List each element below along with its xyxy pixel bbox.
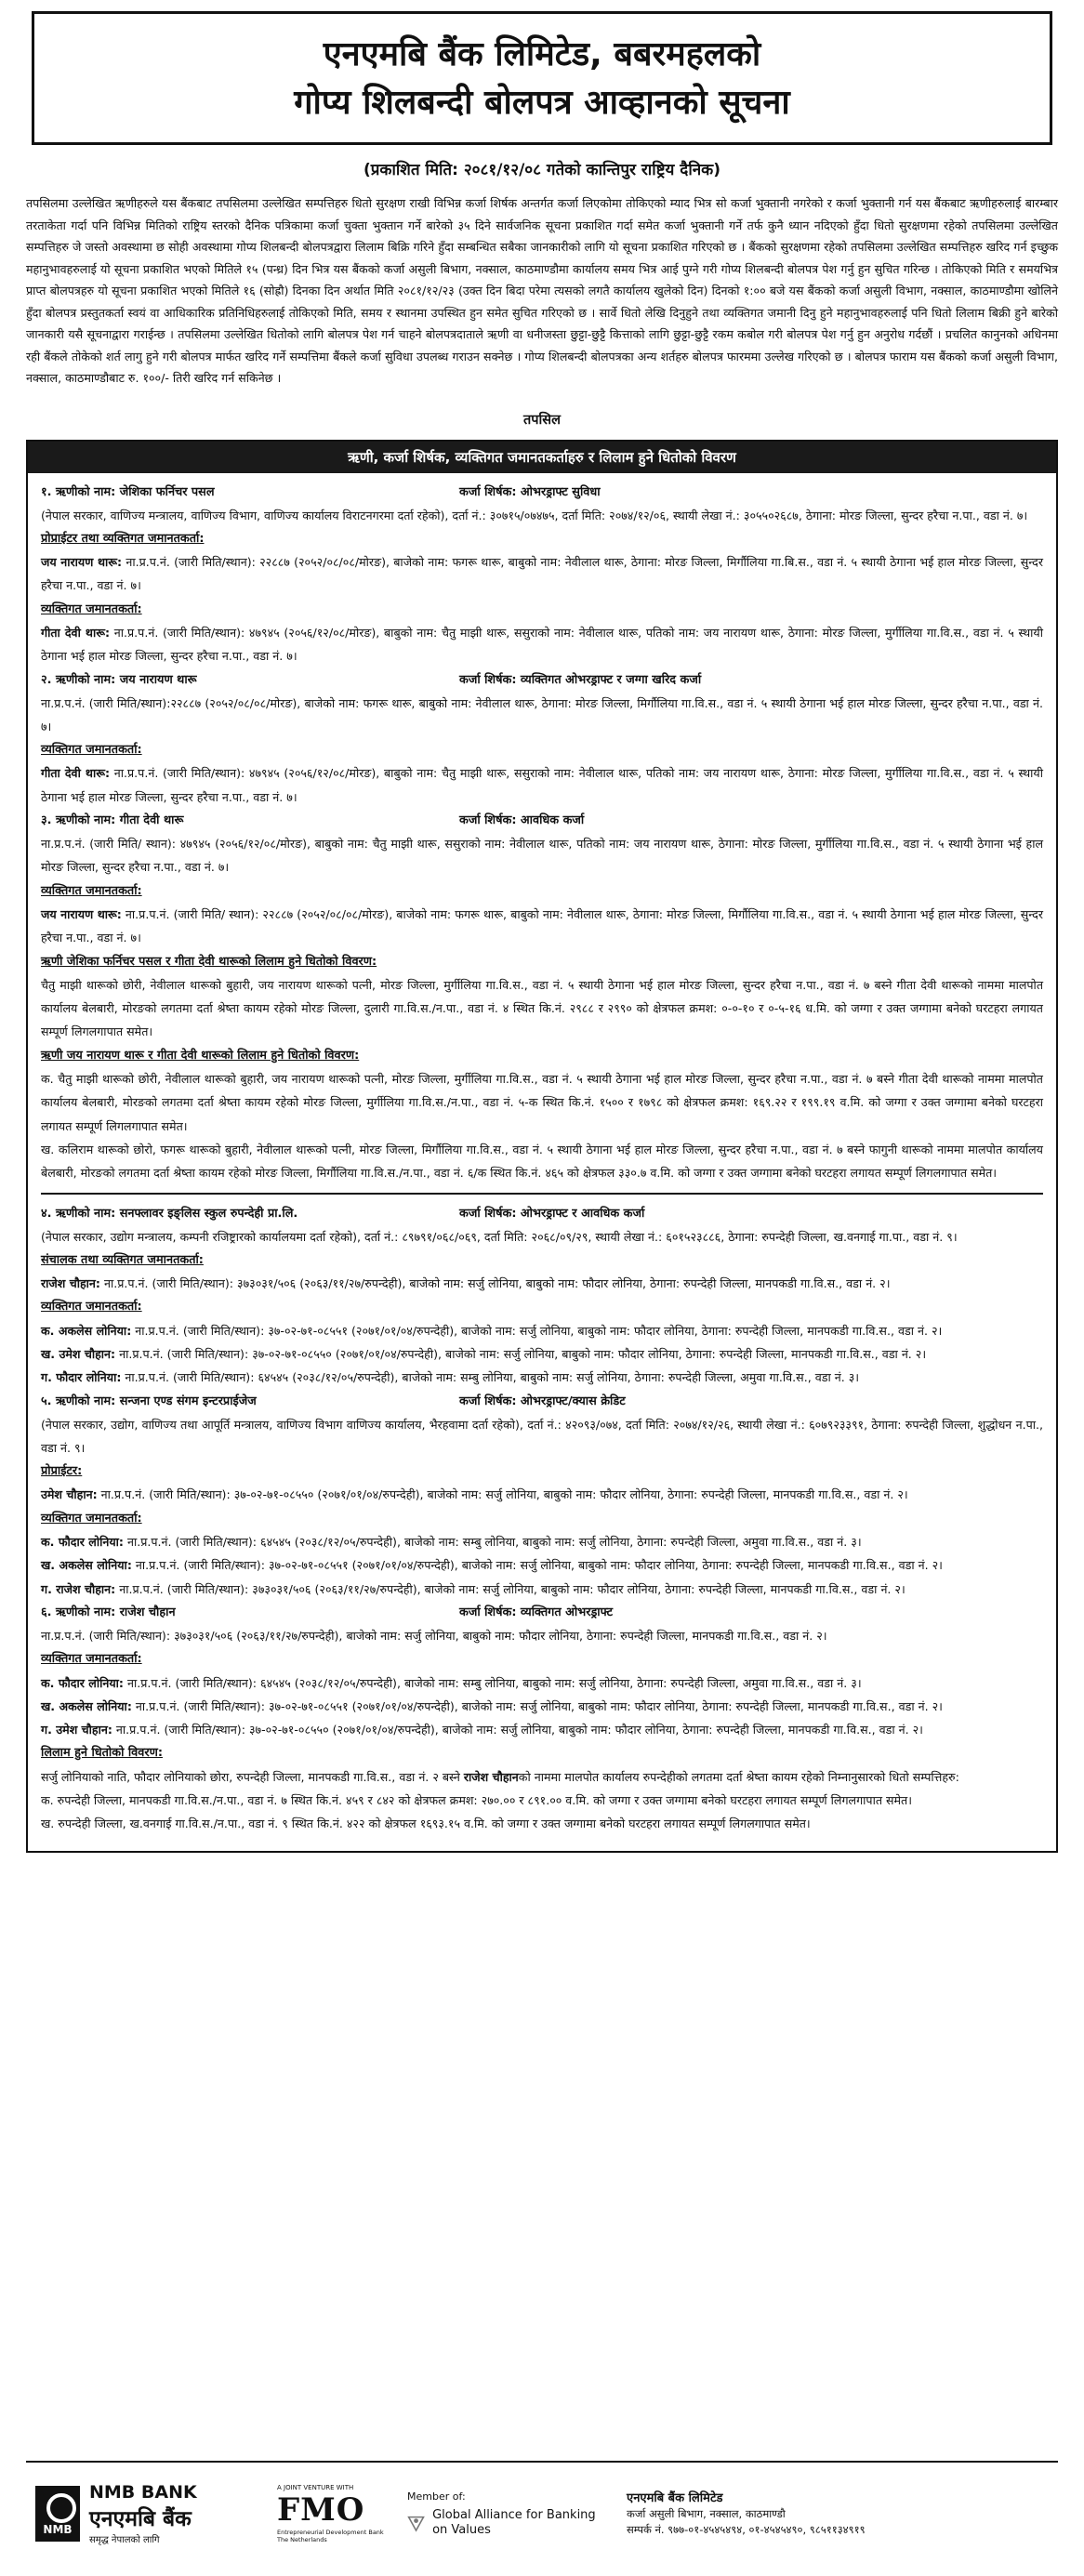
guarantor-name: क. फौदार लोनिया: <box>41 1675 124 1690</box>
borrower-1-proprietor-heading: प्रोप्राईटर तथा व्यक्तिगत जमानतकर्ता: <box>41 531 205 546</box>
borrower-5-name: ५. ऋणीको नाम: सन्जना एण्ड संगम इन्टरप्राईजेज <box>41 1394 257 1408</box>
collateral-2-item-kha: ख. कलिराम थारूको छोरो, फगरू थारूको बुहारी, नेवीलाल थारूको पत्नी, मोरङ जिल्ला, मिर्गौलिया गा.वि.स., वडा नं. ५ स्थायी ठेगाना भई हाल मोरङ जिल्ला, सुन्दर हरैचा न.पा., वडा नं. ७ बस्ने फागुनी थारूको नाममा मालपोत कार्यालय बेलबारी, मोरङको लगतमा दर्ता श्रेष्ता कायम रहेको मोरङ जिल्ला, मिर्गौलिया गा.वि.स./न.पा., वडा नं. ६/क स्थित कि.नं. ४६५ को क्षेत्रफल ३३०.७ व.मि. को जग्गा र उक्त जग्गामा बनेको घरटहरा लगायत सम्पूर्ण लिगलगापात समेत। <box>41 1142 1043 1181</box>
borrower-4-director <box>41 1272 1043 1295</box>
borrower-3-guarantor-heading: व्यक्तिगत जमानतकर्ता: <box>41 883 142 898</box>
collateral-3-item-kha: ख. रुपन्देही जिल्ला, ख.वनगाई गा.वि.स./न.पा., वडा नं. ९ स्थित कि.नं. ४२२ को क्षेत्रफल १६९३.१५ व.मि. को जग्गा र उक्त जग्गामा बनेको घरटहरा लगायत सम्पूर्ण लिगलगापात समेत। <box>41 1816 811 1831</box>
nmb-tagline: समृद्ध नेपालको लागि <box>89 2535 160 2545</box>
borrower-6-loan-title: कर्जा शिर्षक: व्यक्तिगत ओभरड्राफ्ट <box>459 1605 614 1619</box>
borrower-group-2 <box>41 1202 1043 1843</box>
guarantor-details: ना.प्र.प.नं. (जारी मिति/स्थान): ३७-०२-७१-०८५५१ (२०७१/०१/०४/रुपन्देही), बाजेको नाम: सर्जु लोनिया, बाबुको नाम: फौदार लोनिया, ठेगाना: रुपन्देही जिल्ला, मानपकडी गा.वि.स., वडा नं. २। <box>131 1558 943 1573</box>
borrower-2-details: ना.प्र.प.नं. (जारी मिति/स्थान):२२८८७ (२०५२/०८/०८/मोरङ), बाजेको नाम: फगरू थारू, बाबुको नाम: नेवीलाल थारू, ठेगाना: मोरङ जिल्ला, मिर्गौलिया गा.वि.स., वडा नं. ५ स्थायी ठेगाना भई हाल मोरङ जिल्ला, सुन्दर हरैचा न.पा., वडा नं. ७। <box>41 695 1043 733</box>
borrower-6-details: ना.प्र.प.नं. (जारी मिति/स्थान): ३७३०३१/५०६ (२०६३/११/२७/रुपन्देही), बाजेको नाम: सर्जु लोनिया, बाबुको नाम: फौदार लोनिया, ठेगाना: रुपन्देही जिल्ला, मानपकडी गा.वि.स., वडा नं. २। <box>41 1628 827 1643</box>
collateral-3-owner-name: राजेश चौहान <box>463 1769 519 1784</box>
nmb-name-np: एनएमबि बैंक <box>89 2507 192 2531</box>
borrower-4-name: ४. ऋणीको नाम: सनफ्लावर इङ्लिस स्कुल रुपन्देही प्रा.लि. <box>41 1206 298 1221</box>
borrower-6-name: ६. ऋणीको नाम: राजेश चौहान <box>41 1605 176 1619</box>
collateral-1-details: चैतु माझी थारूको छोरी, नेवीलाल थारूको बुहारी, जय नारायण थारूको पत्नी, मोरङ जिल्ला, मुर्गीलिया गा.वि.स., वडा नं. ५ स्थायी ठेगाना भई हाल मोरङ जिल्ला, सुन्दर हरैचा न.पा., वडा नं. ७ बस्ने गीता देवी थारूको नाममा मालपोत कार्यालय बेलबारी, मोरङको लगतमा दर्ता श्रेष्ता कायम रहेको मोरङ जिल्ला, दुलारी गा.वि.स./न.पा., वडा नं. ४ स्थित कि.नं. २९८८ र २९९० को क्षेत्रफल क्रमश: ०-०-१० र ०-५-१६ ध.मि. को जग्गा र उक्त जग्गामा बनेको घरटहरा लगायत सम्पूर्ण लिगलगापात समेत। <box>41 977 1043 1039</box>
borrower-1-name: १. ऋणीको नाम: जेशिका फर्निचर पसल <box>41 484 215 499</box>
tapasil-heading: तपसिल <box>523 412 561 428</box>
borrower-1-guarantor-heading: व्यक्तिगत जमानतकर्ता: <box>41 601 142 616</box>
notice-title-line2: गोप्य शिलबन्दी बोलपत्र आव्हानको सूचना <box>294 84 790 122</box>
guarantor-details: ना.प्र.प.नं. (जारी मिति/स्थान): ३७-०२-७१-०८५५० (२०७१/०१/०४/रुपन्देही), बाजेको नाम: सर्जु लोनिया, बाबुको नाम: फौदार लोनिया, ठेगाना: रुपन्देही जिल्ला, मानपकडी गा.वि.स., वडा नं. २। <box>115 1347 927 1361</box>
details-body <box>28 473 1056 1851</box>
notice-title-box <box>32 11 1052 145</box>
borrower-group-1 <box>41 481 1043 1195</box>
collateral-2-heading: ऋणी जय नारायण थारू र गीता देवी थारूको लिलाम हुने धितोको विवरण: <box>41 1048 360 1063</box>
borrower-4-loan-title: कर्जा शिर्षक: ओभरड्राफ्ट र आवधिक कर्जा <box>459 1206 645 1221</box>
borrower-3-loan-title: कर्जा शिर्षक: आवधिक कर्जा <box>459 813 585 828</box>
intro-paragraph: तपसिलमा उल्लेखित ऋणीहरुले यस बैंकबाट तपसिलमा उल्लेखित सम्पत्तिहरु धितो सुरक्षण राखी विभिन्न कर्जा शिर्षक अन्तर्गत कर्जा लिएकोमा तोकिएको म्याद भित्र सो कर्जा भुक्तानी नगरेको र कर्जा भुक्तानी गर्न यस बैंकबाट ऋणीहरुलाई बारम्बार तरताकेता गर्दा पनि विभिन्न मितिको राष्ट्रिय स्तरको दैनिक पत्रिकामा कर्जा चुक्ता भुक्तान गर्ने बारेको ३५ दिने सार्वजनिक सूचना प्रकाशित गर्दा समेत कर्जा भुक्तानी गर्ने तर्फ कुनै ध्यान नदिएको हुँदा धितो सुरक्षणमा रहेको तपसिलमा उल्लेखित सम्पत्तिहरु जे जस्तो अवस्थामा छ सोही अवस्थामा गोप्य शिलबन्दी बोलपत्रद्वारा लिलाम बिक्रि गरिने हुँदा सम्बन्धित सबैका जानकारीको लागि यो सूचना प्रकाशित गरिएको छ । बैंकको सुरक्षणमा रहेको तपसिलमा उल्लेखित सम्पत्तिहरु खरिद गर्न इच्छुक महानुभावहरुलाई यो सूचना प्रकाशित भएको मितिले १५ (पन्ध्र) दिन भित्र यस बैंकको कर्जा असुली बिभाग, नक्साल, काठमाण्डौमा कार्यालय समय भित्र आई पुग्ने गरी गोप्य शिलबन्दी बोलपत्र पेश गर्नु हुन सुचित गरिन्छ । तोकिएको मिति र समयभित्र प्राप्त बोलपत्रहरु यो सूचना प्रकाशित भएको मितिले १६ (सोह्रौ) दिनका दिन अर्थात मिति २०८१/१२/२३ (उक्त दिन बिदा परेमा त्यसको लगतै कार्यालय खुलेको दिन) दिनको १:०० बजे यस बैंकको कर्जा असुली विभाग, नक्साल, काठमाण्डौमा खोलिने हुँदा बोलपत्र प्रस्तुतकर्ता स्वयं वा आधिकारिक प्रतिनिधिहरुलाई तोकिएको मिति, समय र स्थानमा उपस्थित हुन समेत सुचित गरिएको छ । सार्वे धितो लेखि दिनुहुने तथा व्यक्तिगत जमानी दिनु हुने महानुभावहरुलाई पनि धितो लिलाम बिक्री हुने बारेको जानकारी यसै सूचनाद्वारा गराईन्छ । तपसिलमा उल्लेखित धितोको लागि बोलपत्र पेश गर्न चाहने बोलपत्रदाताले ऋणी वा धनीजस्ता छुट्टा-छुट्टै कित्ताको लागि छुट्टा-छुट्टै रकम कबोल गरी बोलपत्र पेश गर्नु हुन अनुरोध गर्दछौं । प्रचलित कानुनको अधिनमा रही बैंकले तोकेको शर्त लागु हुने गरी बोलपत्र मार्फत खरिद गर्ने सम्पत्तिमा बैंकले कर्जा सुविधा उपलब्ध गराउन सक्नेछ । गोप्य शिलबन्दी बोलपत्रका अन्य शर्तहरु बोलपत्र फारममा उल्लेख गरिएको छ । बोलपत्र फाराम यस बैंकको कर्जा असुली विभाग, नक्साल, काठमाण्डौबाट रु. १००/- तिरी खरिद गर्न सकिनेछ । <box>26 196 1058 385</box>
nmb-brand <box>35 2482 268 2545</box>
collateral-1-heading: ऋणी जेशिका फर्निचर पसल र गीता देवी थारूको लिलाम हुने धितोको विवरण: <box>41 954 377 969</box>
guarantor-details: ना.प्र.प.नं. (जारी मिति/स्थान): ३७३०३१/५०६ (२०६३/११/२७/रुपन्देही), बाजेको नाम: सर्जु लोनिया, बाबुको नाम: फौदार लोनिया, ठेगाना: रुपन्देही जिल्ला, मानपकडी गा.वि.स., वडा नं. २। <box>115 1581 906 1596</box>
guarantor-name: ख. अकलेस लोनिया: <box>41 1698 132 1713</box>
guarantor-details: ना.प्र.प.नं. (जारी मिति/स्थान): ६४५४५ (२०३८/१२/०५/रुपन्देही), बाजेको नाम: सम्बु लोनिया, बाबुको नाम: सर्जु लोनिया, ठेगाना: रुपन्देही जिल्ला, अमुवा गा.वि.स., वडा नं. ३। <box>123 1675 862 1690</box>
footer <box>26 2461 1058 2565</box>
guarantor-details: ना.प्र.प.नं. (जारी मिति/स्थान): ६४५४५ (२०३८/१२/०५/रुपन्देही), बाजेको नाम: सम्बु लोनिया, बाबुको नाम: सर्जु लोनिया, ठेगाना: रुपन्देही जिल्ला, अमुवा गा.वि.स., वडा नं. ३। <box>123 1535 862 1550</box>
borrower-5-guarantor-ga <box>41 1578 1043 1601</box>
borrower-6-guarantor-ka <box>41 1671 1043 1695</box>
details-box <box>26 440 1058 1853</box>
guarantor-details: ना.प्र.प.नं. (जारी मिति/स्थान): ३७-०२-७१-०८५५१ (२०७१/०१/०४/रुपन्देही), बाजेको नाम: सर्जु लोनिया, बाबुको नाम: फौदार लोनिया, ठेगाना: रुपन्देही जिल्ला, मानपकडी गा.वि.स., वडा नं. २। <box>131 1323 943 1338</box>
guarantor-name: ख. अकलेस लोनिया: <box>41 1558 132 1573</box>
nmb-logo-icon: NMB <box>35 2486 80 2542</box>
collateral-3-item-ka: क. रुपन्देही जिल्ला, मानपकडी गा.वि.स./न.पा., वडा नं. ७ स्थित कि.नं. ४५९ र ८४२ को क्षेत्रफल क्रमश: २७०.०० र ८९१.०० व.मि. को जग्गा र उक्त जग्गामा बनेको घरटहरा लगायत सम्पूर्ण लिगलगापात समेत। <box>41 1793 913 1808</box>
nmb-name-en: NMB BANK <box>89 2482 197 2503</box>
proprietor-name: उमेश चौहान: <box>41 1487 98 1502</box>
borrower-1-proprietor <box>41 550 1043 598</box>
fmo-joint-venture: A JOINT VENTURE WITH <box>277 2484 354 2491</box>
borrower-2-guarantor-heading: व्यक्तिगत जमानतकर्ता: <box>41 743 142 758</box>
fmo-brand <box>268 2484 398 2543</box>
guarantor-name: ख. उमेश चौहान: <box>41 1347 116 1361</box>
gabv-logo-icon <box>407 2512 425 2534</box>
guarantor-details: ना.प्र.प.नं. (जारी मिति/स्थान): ६४५४५ (२०३८/१२/०५/रुपन्देही), बाजेको नाम: सम्बु लोनिया, बाबुको नाम: सर्जु लोनिया, ठेगाना: रुपन्देही जिल्ला, अमुवा गा.वि.स., वडा नं. ३। <box>121 1370 860 1385</box>
borrower-3-name: ३. ऋणीको नाम: गीता देवी थारू <box>41 813 184 828</box>
gabv-name: Global Alliance for Banking on Values <box>432 2507 596 2537</box>
fmo-country: The Netherlands <box>277 2536 327 2543</box>
collateral-3-intro-a: सर्जु लोनियाको नाति, फौदार लोनियाको छोरा, रुपन्देही जिल्ला, मानपकडी गा.वि.स., वडा नं. २ बस्ने <box>41 1769 464 1784</box>
borrower-6-heading <box>41 1601 1043 1624</box>
guarantor-details: ना.प्र.प.नं. (जारी मिति/स्थान): ४७९४५ (२०५६/१२/०८/मोरङ), बाबुको नाम: चैतु माझी थारू, ससुराको नाम: नेवीलाल थारू, पतिको नाम: जय नारायण थारू, ठेगाना: मोरङ जिल्ला, मुर्गीलिया गा.वि.स., वडा नं. ५ स्थायी ठेगाना भई हाल मोरङ जिल्ला, सुन्दर हरैचा न.पा., वडा नं. ७। <box>41 766 1043 804</box>
director-name: राजेश चौहान: <box>41 1276 100 1291</box>
proprietor-name: जय नारायण थारू: <box>41 555 123 570</box>
guarantor-name: जय नारायण थारू: <box>41 906 122 921</box>
contact-phone: सम्पर्क नं. ९७७-०१-४५४५४९४, ०१-४५४५४९०, ९८५११३४९१९ <box>627 2522 866 2536</box>
guarantor-name: ग. फौदार लोनिया: <box>41 1370 122 1385</box>
borrower-3-heading <box>41 809 1043 832</box>
collateral-2-item-ka: क. चैतु माझी थारूको छोरी, नेवीलाल थारूको बुहारी, जय नारायण थारूको पत्नी, मोरङ जिल्ला, मुर्गीलिया गा.वि.स., वडा नं. ५ स्थायी ठेगाना भई हाल मोरङ जिल्ला, सुन्दर हरैचा न.पा., वडा नं. ७ बस्ने गीता देवी थारूको नाममा मालपोत कार्यालय बेलबारी, मोरङको लगतमा दर्ता श्रेष्ता कायम रहेको मोरङ जिल्ला, मुर्गीलिया गा.वि.स./न.पा., वडा नं. ५-क स्थित कि.नं. १५०० र १७९८ को क्षेत्रफल क्रमश: १६९.२२ र १९९.१९ व.मि. को जग्गा र उक्त जग्गामा बनेको घरटहरा लगायत सम्पूर्ण लिगलगापात समेत। <box>41 1072 1043 1133</box>
collateral-3-intro <box>41 1765 1043 1789</box>
borrower-4-guarantor-heading: व्यक्तिगत जमानतकर्ता: <box>41 1300 142 1314</box>
borrower-3-guarantor <box>41 903 1043 950</box>
borrower-1-guarantor <box>41 621 1043 668</box>
member-of-label: Member of: <box>407 2490 466 2503</box>
guarantor-name: ग. उमेश चौहान: <box>41 1723 112 1737</box>
borrower-1-loan-title: कर्जा शिर्षक: ओभरड्राफ्ट सुविधा <box>459 484 601 499</box>
guarantor-details: ना.प्र.प.नं. (जारी मिति/ स्थान): २२८८७ (२०५२/०८/०८/मोरङ), बाजेको नाम: फगरू थारू, बाबुको नाम: नेवीलाल थारू, ठेगाना: मोरङ जिल्ला, मिर्गौलिया गा.वि.स., वडा नं. ५ स्थायी ठेगाना भई हाल मोरङ जिल्ला, सुन्दर हरैचा न.पा., वडा नं. ७। <box>41 906 1043 945</box>
guarantor-name: गीता देवी थारू: <box>41 625 111 640</box>
guarantor-details: ना.प्र.प.नं. (जारी मिति/स्थान): ३७-०२-७१-०८५५० (२०७१/०१/०४/रुपन्देही), बाजेको नाम: सर्जु लोनिया, बाबुको नाम: फौदार लोनिया, ठेगाना: रुपन्देही जिल्ला, मानपकडी गा.वि.स., वडा नं. २। <box>112 1723 923 1737</box>
borrower-5-guarantor-ka <box>41 1530 1043 1553</box>
fmo-subtitle: Entrepreneurial Development Bank <box>277 2529 384 2536</box>
borrower-5-registration: (नेपाल सरकार, उद्योग, वाणिज्य तथा आपूर्ति मन्त्रालय, वाणिज्य विभाग वाणिज्य कार्यालय, भैरहवामा दर्ता रहेको), दर्ता नं.: ४२०९३/०७४, दर्ता मिति: २०७४/१२/२६, स्थायी लेखा नं.: ६०७९२३३९१, ठेगाना: रुपन्देही जिल्ला, शुद्धोधन न.पा., वडा नं. ९। <box>41 1417 1043 1455</box>
borrower-6-guarantor-ga <box>41 1718 1043 1741</box>
guarantor-details: ना.प्र.प.नं. (जारी मिति/स्थान): ३७-०२-७१-०८५५१ (२०७१/०१/०४/रुपन्देही), बाजेको नाम: सर्जु लोनिया, बाबुको नाम: फौदार लोनिया, ठेगाना: रुपन्देही जिल्ला, मानपकडी गा.वि.स., वडा नं. २। <box>131 1698 943 1713</box>
borrower-4-guarantor-kha <box>41 1342 1043 1366</box>
nmb-brand-text <box>89 2482 197 2545</box>
guarantor-name: गीता देवी थारू: <box>41 766 111 781</box>
contact-bank-name: एनएमबि बैंक लिमिटेड <box>627 2490 723 2505</box>
borrower-5-proprietor <box>41 1483 1043 1506</box>
collateral-3-heading: लिलाम हुने धितोको विवरण: <box>41 1746 163 1761</box>
borrower-4-registration: (नेपाल सरकार, उद्योग मन्त्रालय, कम्पनी रजिष्ट्रारको कार्यालयमा दर्ता रहेको), दर्ता नं.: ८९७९१/०६८/०६९, दर्ता मिति: २०६८/०९/२९, स्थायी लेखा नं.: ६०१५२३८८६, ठेगाना: रुपन्देही जिल्ला, ख.वनगाई गा.पा., वडा नं. ९। <box>41 1229 958 1244</box>
borrower-5-proprietor-heading: प्रोप्राईटर: <box>41 1464 83 1479</box>
borrower-2-name: २. ऋणीको नाम: जय नारायण थारू <box>41 672 197 687</box>
borrower-4-guarantor-ka <box>41 1319 1043 1342</box>
notice-title-line1: एनएमबि बैंक लिमिटेड, बबरमहलको <box>323 35 761 73</box>
borrower-5-guarantor-kha <box>41 1553 1043 1577</box>
contact-block <box>612 2490 1049 2538</box>
borrower-3-details: ना.प्र.प.नं. (जारी मिति/ स्थान): ४७९४५ (२०५६/१२/०८/मोरङ), बाबुको नाम: चैतु माझी थारू, ससुराको नाम: नेवीलाल थारू, पतिको नाम: जय नारायण थारू, ठेगाना: मोरङ जिल्ला, मुर्गीलिया गा.वि.स., वडा नं. ५ स्थायी ठेगाना भई हाल मोरङ जिल्ला, सुन्दर हरैचा न.पा., वडा नं. ७। <box>41 837 1043 875</box>
fmo-logo: FMO <box>277 2491 365 2529</box>
borrower-1-registration: (नेपाल सरकार, वाणिज्य मन्त्रालय, वाणिज्य विभाग, वाणिज्य कार्यालय विराटनगरमा दर्ता रहेको), दर्ता नं.: ३०७१५/०७४७५, दर्ता मिति: २०७४/१२/०६, स्थायी लेखा नं.: ३०५५०२६८७, ठेगाना: मोरङ जिल्ला, सुन्दर हरैचा न.पा., वडा नं. ७। <box>41 508 1028 522</box>
director-details: ना.प्र.प.नं. (जारी मिति/स्थान): ३७३०३१/५०६ (२०६३/११/२७/रुपन्देही), बाजेको नाम: सर्जु लोनिया, बाबुको नाम: फौदार लोनिया, ठेगाना: रुपन्देही जिल्ला, मानपकडी गा.वि.स., वडा नं. २। <box>99 1276 891 1291</box>
borrower-5-guarantor-heading: व्यक्तिगत जमानतकर्ता: <box>41 1511 142 1526</box>
borrower-4-director-heading: संचालक तथा व्यक्तिगत जमानतकर्ता: <box>41 1252 204 1267</box>
borrower-5-heading <box>41 1390 1043 1413</box>
contact-department: कर्जा असुली बिभाग, नक्साल, काठमाण्डौ <box>627 2506 786 2520</box>
details-header: ऋणी, कर्जा शिर्षक, व्यक्तिगत जमानतकर्ताहरु र लिलाम हुने धितोको विवरण <box>28 442 1056 473</box>
guarantor-name: क. फौदार लोनिया: <box>41 1535 124 1550</box>
borrower-2-loan-title: कर्जा शिर्षक: व्यक्तिगत ओभरड्राफ्ट र जग्गा खरिद कर्जा <box>459 672 702 687</box>
borrower-4-heading <box>41 1202 1043 1225</box>
gabv-row <box>407 2508 612 2538</box>
borrower-6-guarantor-kha <box>41 1695 1043 1718</box>
borrower-6-guarantor-heading: व्यक्तिगत जमानतकर्ता: <box>41 1652 142 1667</box>
gabv-membership <box>398 2490 612 2538</box>
proprietor-details: ना.प्र.प.नं. (जारी मिति/स्थान): ३७-०२-७१-०८५५० (२०७१/०१/०४/रुपन्देही), बाजेको नाम: सर्जु लोनिया, बाबुको नाम: फौदार लोनिया, ठेगाना: रुपन्देही जिल्ला, मानपकडी गा.वि.स., वडा नं. २। <box>97 1487 908 1502</box>
proprietor-details: ना.प्र.प.नं. (जारी मिति/स्थान): २२८८७ (२०५२/०८/०८/मोरङ), बाजेको नाम: फगरू थारू, बाबुको नाम: नेवीलाल थारू, ठेगाना: मोरङ जिल्ला, मिर्गौलिया गा.बि.स., वडा नं. ५ स्थायी ठेगाना भई हाल मोरङ जिल्ला, सुन्दर हरैचा न.पा., वडा नं. ७। <box>41 555 1044 593</box>
borrower-5-loan-title: कर्जा शिर्षक: ओभरड्राफ्ट/क्यास क्रेडिट <box>459 1394 626 1408</box>
collateral-3-intro-b: को नाममा मालपोत कार्यालय रुपन्देहीको लगतमा दर्ता श्रेष्ता कायम रहेको निम्नानुसारको धितो सम्पत्तिहरु: <box>518 1769 959 1784</box>
published-date: (प्रकाशित मिति: २०८१/१२/०८ गतेको कान्तिपुर राष्ट्रिय दैनिक) <box>363 161 721 179</box>
guarantor-name: क. अकलेस लोनिया: <box>41 1323 132 1338</box>
guarantor-name: ग. राजेश चौहान: <box>41 1581 116 1596</box>
borrower-4-guarantor-ga <box>41 1366 1043 1389</box>
borrower-1-heading <box>41 481 1043 504</box>
guarantor-details: ना.प्र.प.नं. (जारी मिति/स्थान): ४७९४५ (२०५६/१२/०८/मोरङ), बाबुको नाम: चैतु माझी थारू, ससुराको नाम: नेवीलाल थारू, पतिको नाम: जय नारायण थारू, ठेगाना: मोरङ जिल्ला, मुर्गीलिया गा.वि.स., वडा नं. ५ स्थायी ठेगाना भई हाल मोरङ जिल्ला, सुन्दर हरैचा न.पा., वडा नं. ७। <box>41 625 1043 664</box>
borrower-2-heading <box>41 668 1043 692</box>
borrower-2-guarantor <box>41 761 1043 809</box>
